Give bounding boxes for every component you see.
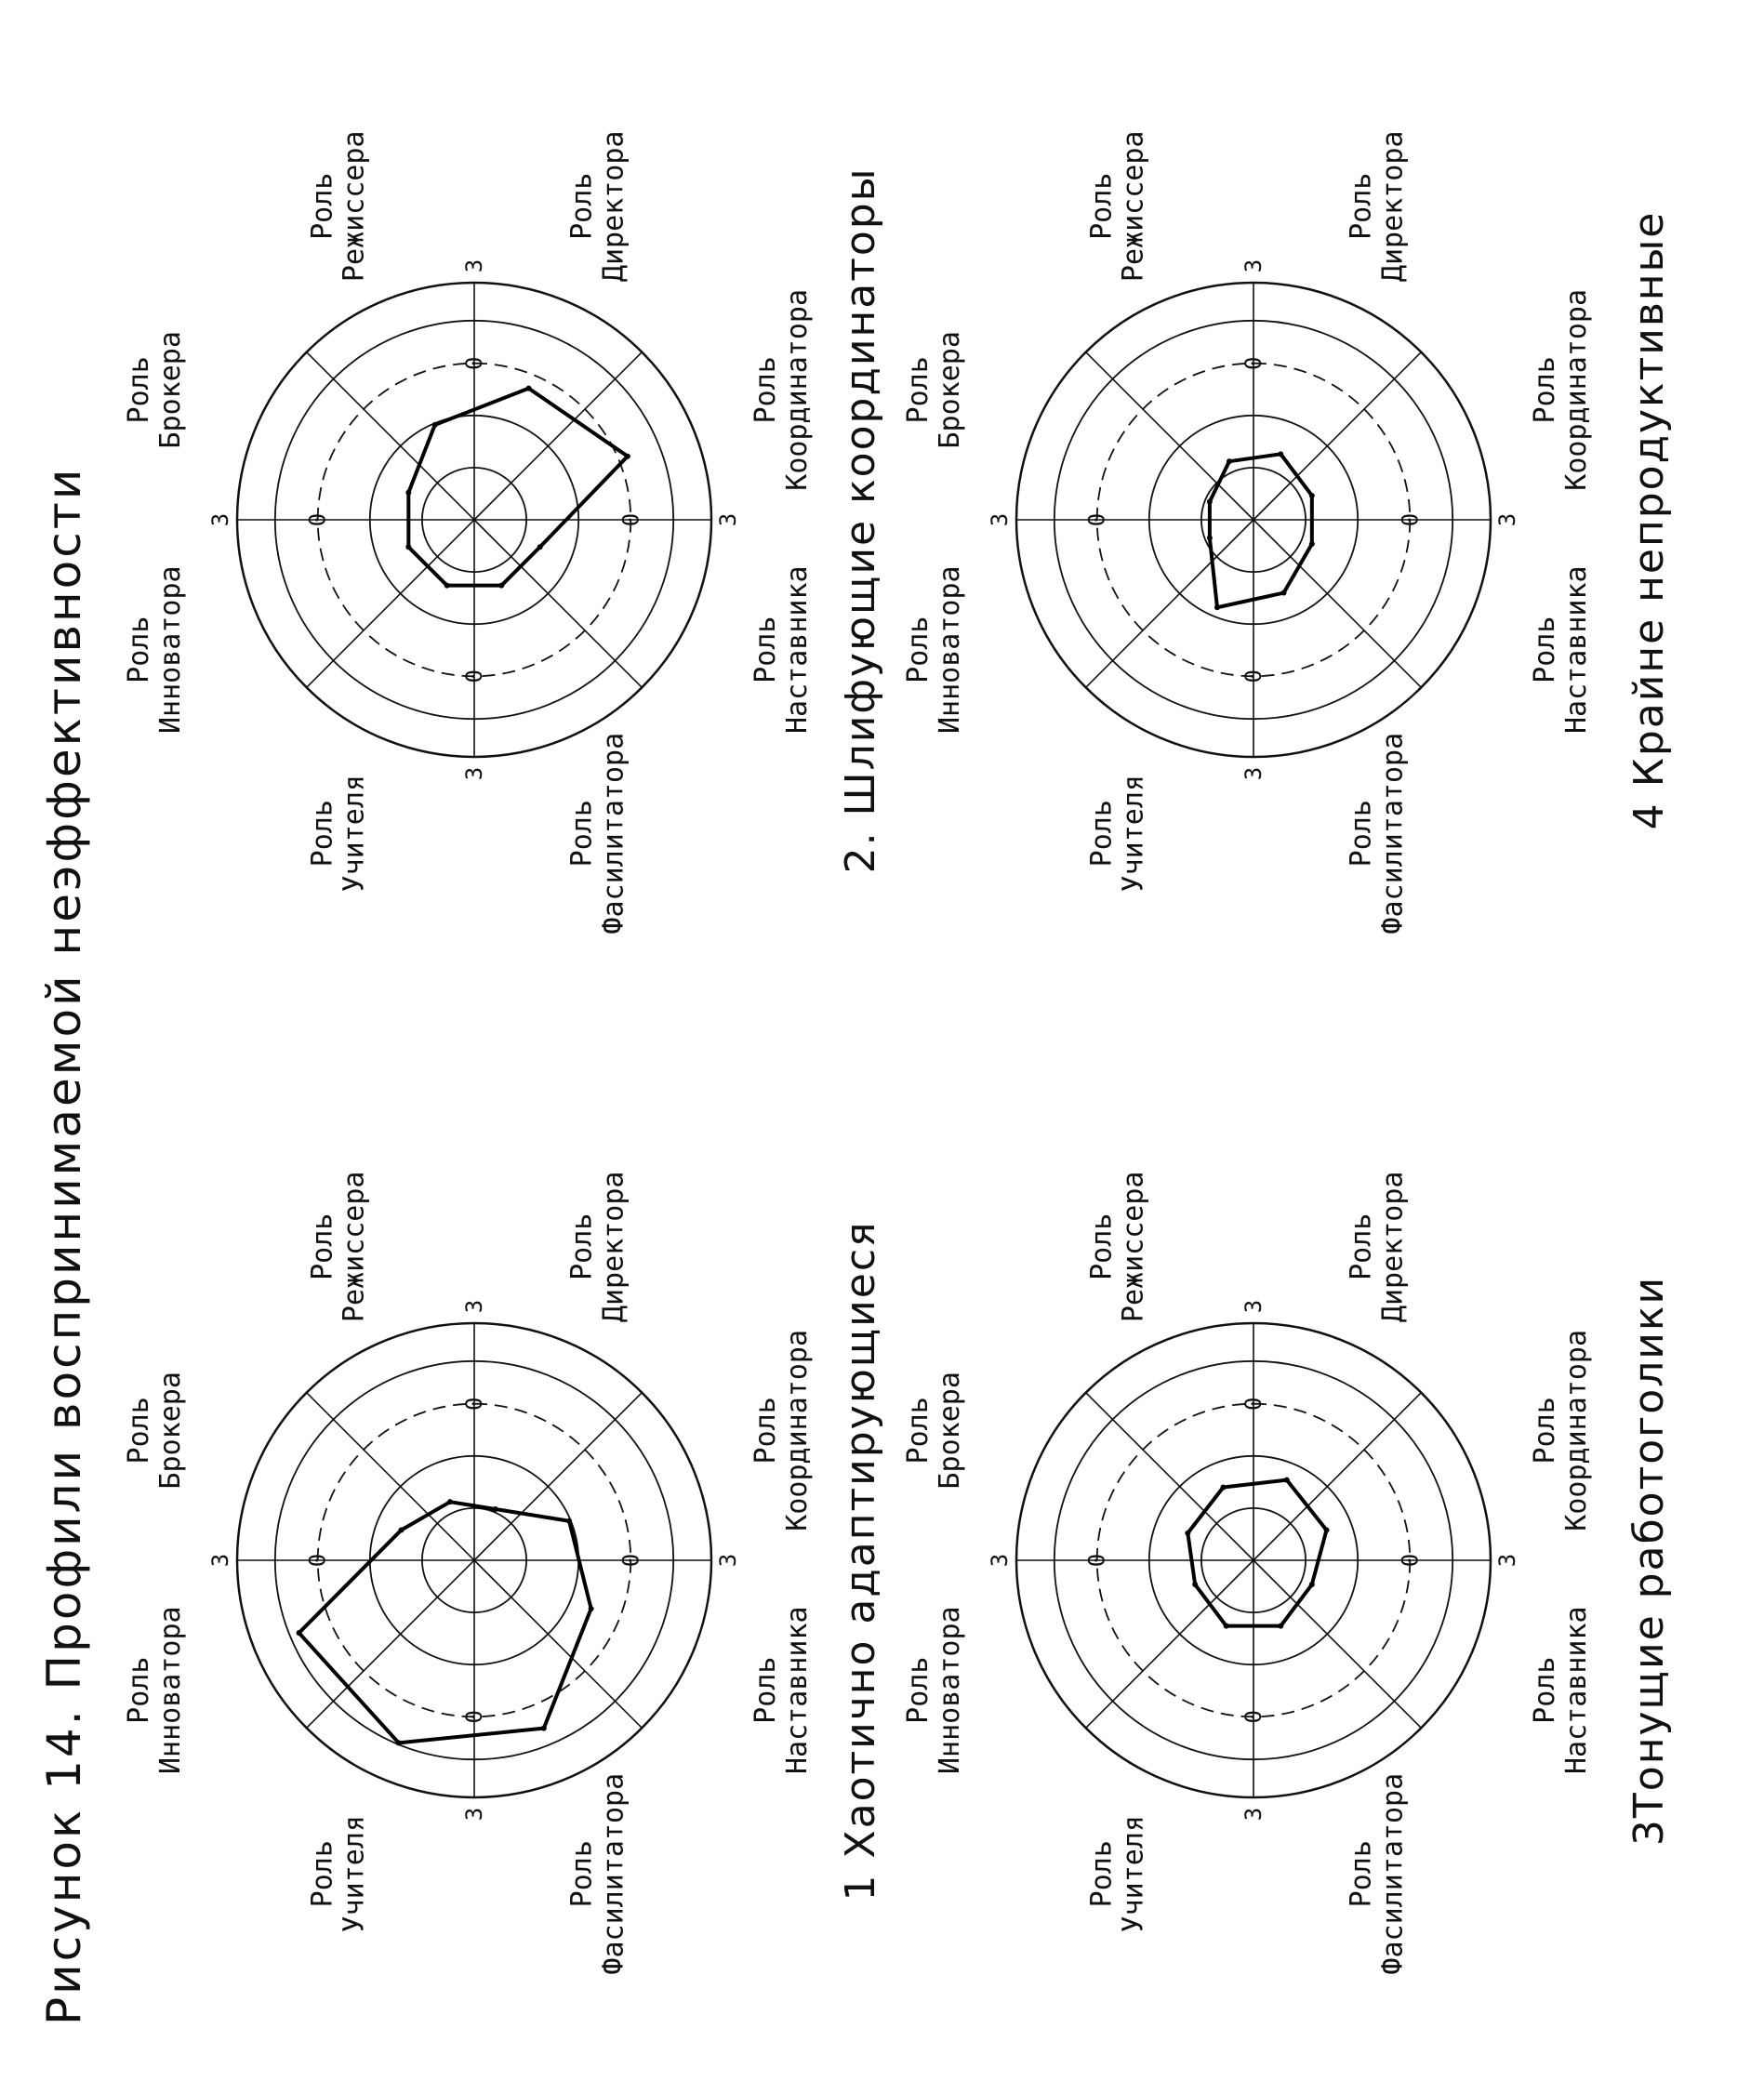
profile-point bbox=[1324, 1527, 1330, 1532]
axis-label bbox=[902, 331, 966, 448]
axis-label bbox=[902, 565, 966, 734]
profile-point bbox=[1309, 1582, 1315, 1587]
axis-label bbox=[1085, 775, 1149, 892]
axis-label-line: Режиссера bbox=[1117, 1171, 1150, 1323]
axis-label-line: Учителя bbox=[1117, 1814, 1150, 1933]
axis-label bbox=[749, 289, 814, 491]
axis-label bbox=[566, 131, 630, 283]
tick-label-outer: 3 bbox=[1240, 258, 1267, 273]
axis-label-line: Инноватора bbox=[153, 565, 187, 734]
axis-label-line: Учителя bbox=[338, 774, 371, 893]
axis-label-line: Координатора bbox=[781, 1329, 815, 1531]
tick-label-outer: 3 bbox=[461, 1299, 487, 1314]
axis-label-line: Роль bbox=[1529, 1656, 1562, 1724]
axis-label-line: Роль bbox=[122, 356, 155, 424]
grid-spoke bbox=[1086, 352, 1253, 520]
axis-label bbox=[902, 1606, 966, 1774]
axis-label-line: Роль bbox=[1529, 1397, 1562, 1465]
axis-label-line: Роль bbox=[1085, 800, 1119, 868]
grid-spoke bbox=[1086, 1560, 1253, 1728]
axis-label-line: Режиссера bbox=[338, 1171, 371, 1323]
tick-label-outer: 3 bbox=[207, 1553, 233, 1568]
profile-point bbox=[1281, 590, 1287, 596]
axis-label-line: Фасилитатора bbox=[597, 1772, 630, 1975]
axis-label-line: Инноватора bbox=[933, 565, 966, 734]
axis-label-line: Роль bbox=[901, 1397, 935, 1465]
axis-label-line: Роль bbox=[306, 172, 339, 240]
axis-label bbox=[123, 331, 187, 448]
profile-point bbox=[625, 454, 630, 459]
profile-point bbox=[1309, 493, 1315, 498]
axis-label bbox=[1346, 131, 1410, 283]
axis-label-line: Учителя bbox=[338, 1814, 371, 1933]
grid-spoke bbox=[1086, 1393, 1253, 1560]
axis-label-line: Роль bbox=[122, 1397, 155, 1465]
axis-label bbox=[1346, 1773, 1410, 1975]
tick-label-mid: 0 bbox=[1240, 1710, 1267, 1724]
axis-label-line: Координатора bbox=[1560, 1329, 1594, 1531]
axis-label-line: Роль bbox=[901, 616, 935, 683]
tick-label-mid: 0 bbox=[1397, 512, 1424, 527]
grid-spoke bbox=[474, 1560, 642, 1728]
axis-label-line: Роль bbox=[1085, 1840, 1119, 1908]
tick-label-outer: 3 bbox=[715, 1553, 741, 1568]
axis-label-line: Роль bbox=[1345, 172, 1378, 240]
axis-label-line: Роль bbox=[565, 800, 599, 868]
axis-label-line: Роль bbox=[1085, 172, 1119, 240]
axis-label-line: Инноватора bbox=[153, 1606, 187, 1774]
axis-label-line: Инноватора bbox=[933, 1606, 966, 1774]
axis-label bbox=[566, 1172, 630, 1323]
grid-spoke bbox=[307, 1393, 474, 1560]
profile-point bbox=[1185, 1531, 1190, 1536]
chart-title-4: 4 Крайне непродуктивные bbox=[1625, 210, 1673, 830]
axis-label-line: Роль bbox=[749, 1656, 783, 1724]
axis-label bbox=[1085, 1815, 1149, 1932]
tick-label-outer: 3 bbox=[987, 1553, 1013, 1568]
chart-title-2: 2. Шлифующие координаторы bbox=[837, 166, 884, 874]
axis-label-line: Роль bbox=[1085, 1213, 1119, 1280]
axis-label-line: Роль bbox=[565, 1840, 599, 1908]
axis-label bbox=[1346, 733, 1410, 934]
tick-label-mid: 0 bbox=[304, 512, 331, 527]
chart-title-3: 3Тонущие работоголики bbox=[1625, 1275, 1673, 1847]
profile-point bbox=[526, 386, 532, 391]
grid-spoke bbox=[1253, 1560, 1421, 1728]
axis-label-line: Брокера bbox=[933, 331, 966, 449]
axis-label-line: Брокера bbox=[933, 1372, 966, 1490]
tick-label-mid: 0 bbox=[1083, 512, 1110, 527]
axis-label-line: Роль bbox=[122, 616, 155, 683]
axis-label-line: Роль bbox=[306, 1840, 339, 1908]
axis-label-line: Роль bbox=[901, 1656, 935, 1724]
axis-label-line: Наставника bbox=[1560, 565, 1594, 734]
radar-chart-2 bbox=[102, 0, 883, 1040]
chart-panel-2 bbox=[102, 0, 984, 1040]
profile-point bbox=[1278, 1624, 1283, 1629]
tick-label-outer: 3 bbox=[1240, 1299, 1267, 1314]
axis-label-line: Режиссера bbox=[338, 130, 371, 283]
profile-point bbox=[537, 544, 543, 550]
axis-label-line: Наставника bbox=[781, 1606, 815, 1774]
axis-label-line: Роль bbox=[122, 1656, 155, 1724]
axis-label-line: Брокера bbox=[153, 331, 187, 449]
axis-label bbox=[1529, 289, 1593, 491]
axis-label-line: Директора bbox=[1376, 130, 1410, 283]
profile-point bbox=[1224, 1624, 1229, 1629]
profile-point bbox=[1309, 541, 1315, 547]
tick-label-outer: 3 bbox=[987, 512, 1013, 527]
tick-label-mid: 0 bbox=[617, 1553, 644, 1568]
profile-point bbox=[447, 1499, 453, 1504]
profile-point bbox=[405, 544, 411, 550]
radar-chart-3 bbox=[882, 1040, 1663, 2081]
axis-label bbox=[749, 565, 814, 734]
tick-label-outer: 3 bbox=[1240, 1807, 1267, 1822]
profile-point bbox=[432, 422, 438, 428]
tick-label-outer: 3 bbox=[1240, 766, 1267, 781]
axis-label bbox=[306, 131, 370, 283]
axis-label-line: Роль bbox=[565, 1213, 599, 1280]
tick-label-mid: 0 bbox=[1397, 1553, 1424, 1568]
axis-label-line: Брокера bbox=[153, 1372, 187, 1490]
profile-point bbox=[405, 490, 411, 496]
chart-panel-3 bbox=[882, 1040, 1763, 2081]
profile-point bbox=[1214, 604, 1220, 610]
axis-label bbox=[749, 1606, 814, 1774]
tick-label-mid: 0 bbox=[461, 1397, 487, 1411]
chart-panel-4 bbox=[882, 0, 1763, 1040]
axis-label-line: Роль bbox=[1345, 1213, 1378, 1280]
tick-label-outer: 3 bbox=[461, 1807, 487, 1822]
axis-label bbox=[1529, 565, 1593, 734]
axis-label-line: Роль bbox=[306, 1213, 339, 1280]
tick-label-mid: 0 bbox=[617, 512, 644, 527]
tick-label-mid: 0 bbox=[1240, 669, 1267, 683]
tick-label-outer: 3 bbox=[461, 766, 487, 781]
axis-label bbox=[902, 1372, 966, 1489]
profile-point bbox=[1227, 458, 1232, 464]
axis-label-line: Фасилитатора bbox=[1376, 732, 1410, 934]
grid-spoke bbox=[1253, 352, 1421, 520]
radar-chart-1 bbox=[102, 1040, 883, 2081]
axis-label bbox=[566, 1773, 630, 1975]
axis-label-line: Роль bbox=[749, 356, 783, 424]
axis-label-line: Роль bbox=[901, 356, 935, 424]
axis-label-line: Роль bbox=[749, 1397, 783, 1465]
tick-label-mid: 0 bbox=[1240, 356, 1267, 370]
axis-label bbox=[306, 1172, 370, 1323]
chart-title-1: 1 Хаотично адаптирующиеся bbox=[837, 1220, 884, 1902]
axis-label bbox=[306, 775, 370, 892]
grid-spoke bbox=[474, 352, 642, 520]
grid-spoke bbox=[1253, 520, 1421, 687]
axis-label bbox=[123, 1372, 187, 1489]
profile-point bbox=[398, 1527, 404, 1532]
axis-label-line: Фасилитатора bbox=[597, 732, 630, 934]
chart-panel-1 bbox=[102, 1040, 984, 2081]
tick-label-mid: 0 bbox=[461, 1710, 487, 1724]
axis-label-line: Координатора bbox=[781, 288, 815, 491]
axis-label bbox=[1085, 1172, 1149, 1323]
tick-label-mid: 0 bbox=[461, 669, 487, 683]
axis-label-line: Директора bbox=[597, 130, 630, 283]
profile-point bbox=[1207, 498, 1213, 504]
profile-point bbox=[589, 1606, 594, 1611]
axis-label-line: Режиссера bbox=[1117, 130, 1150, 283]
profile-point bbox=[1278, 451, 1283, 457]
profile-polygon bbox=[299, 1502, 591, 1743]
axis-label bbox=[1346, 1172, 1410, 1323]
axis-label bbox=[123, 565, 187, 734]
axis-label-line: Фасилитатора bbox=[1376, 1772, 1410, 1975]
profile-point bbox=[396, 1740, 402, 1745]
axis-label-line: Роль bbox=[1345, 800, 1378, 868]
profile-point bbox=[566, 1518, 572, 1524]
axis-label-line: Роль bbox=[1345, 1840, 1378, 1908]
axis-label bbox=[566, 733, 630, 934]
tick-label-mid: 0 bbox=[461, 356, 487, 370]
profile-point bbox=[1207, 536, 1213, 541]
axis-label-line: Директора bbox=[597, 1171, 630, 1323]
profile-point bbox=[498, 583, 504, 589]
profile-point bbox=[297, 1630, 302, 1636]
axis-label-line: Роль bbox=[1529, 356, 1562, 424]
grid-spoke bbox=[1253, 1393, 1421, 1560]
tick-label-outer: 3 bbox=[461, 258, 487, 273]
tick-label-mid: 0 bbox=[1240, 1397, 1267, 1411]
grid-spoke bbox=[474, 520, 642, 687]
tick-label-outer: 3 bbox=[1494, 1553, 1520, 1568]
grid-spoke bbox=[307, 352, 474, 520]
grid-spoke bbox=[307, 520, 474, 687]
axis-label-line: Наставника bbox=[1560, 1606, 1594, 1774]
axis-label-line: Директора bbox=[1376, 1171, 1410, 1323]
axis-label bbox=[749, 1330, 814, 1531]
axis-label bbox=[1529, 1606, 1593, 1774]
axis-label-line: Роль bbox=[749, 616, 783, 683]
tick-label-mid: 0 bbox=[304, 1553, 331, 1568]
profile-point bbox=[444, 583, 450, 589]
axis-label-line: Роль bbox=[306, 800, 339, 868]
axis-label bbox=[1529, 1330, 1593, 1531]
tick-label-outer: 3 bbox=[715, 512, 741, 527]
axis-label-line: Роль bbox=[1529, 616, 1562, 683]
tick-label-mid: 0 bbox=[1083, 1553, 1110, 1568]
profile-point bbox=[493, 1506, 498, 1512]
axis-label-line: Учителя bbox=[1117, 774, 1150, 893]
axis-label bbox=[123, 1606, 187, 1774]
tick-label-outer: 3 bbox=[1494, 512, 1520, 527]
axis-label-line: Роль bbox=[565, 172, 599, 240]
radar-chart-4 bbox=[882, 0, 1663, 1040]
tick-label-outer: 3 bbox=[207, 512, 233, 527]
figure-title: Рисунок 14. Профили воспринимаемой неэффективности bbox=[37, 466, 91, 2025]
profile-point bbox=[1192, 1582, 1198, 1587]
profile-point bbox=[1284, 1478, 1290, 1483]
grid-spoke bbox=[307, 1560, 474, 1728]
axis-label bbox=[1085, 131, 1149, 283]
grid-spoke bbox=[474, 1393, 642, 1560]
axis-label-line: Наставника bbox=[781, 565, 815, 734]
axis-label-line: Координатора bbox=[1560, 288, 1594, 491]
profile-point bbox=[1220, 1484, 1226, 1490]
profile-point bbox=[541, 1726, 547, 1731]
axis-label bbox=[306, 1815, 370, 1932]
